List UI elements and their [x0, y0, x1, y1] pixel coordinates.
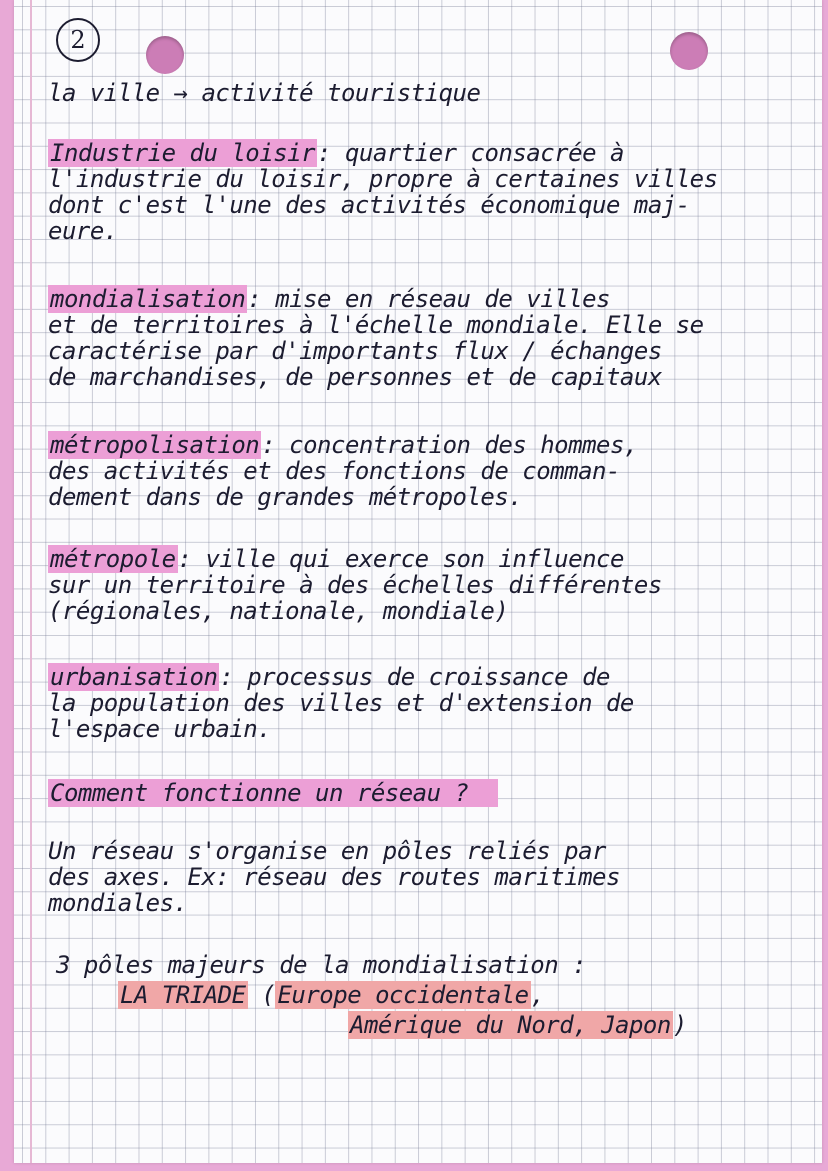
triade-intro: 3 pôles majeurs de la mondialisation :: [56, 951, 587, 979]
definition-industrie: [48, 140, 624, 166]
definition-line: (régionales, nationale, mondiale): [48, 597, 509, 625]
definition-metropole: [48, 546, 624, 572]
definition-line: l'espace urbain.: [48, 715, 272, 743]
triade-line-2: [348, 1012, 687, 1038]
definition-line: dont c'est l'une des activités économique maj-: [48, 191, 690, 219]
definition-mondialisation: [48, 286, 610, 312]
term-highlight: métropole: [50, 545, 176, 573]
amerique-japon-highlight: Amérique du Nord, Japon: [350, 1011, 671, 1039]
margin-line: [30, 0, 32, 1163]
arrow-icon: →: [173, 79, 188, 107]
definition-line: : processus de croissance de: [219, 663, 610, 691]
definition-line: de marchandises, de personnes et de capitaux: [48, 363, 662, 391]
question: [48, 780, 498, 806]
term-highlight: métropolisation: [50, 431, 260, 459]
definition-line: l'industrie du loisir, propre à certaines villes: [48, 165, 718, 193]
definition-line: des activités et des fonctions de comman-: [48, 457, 620, 485]
punch-hole-left: [146, 36, 184, 74]
definition-line: sur un territoire à des échelles différentes: [48, 571, 662, 599]
definition-line: la population des villes et d'extension de: [48, 689, 634, 717]
definition-line: : quartier consacrée à: [317, 139, 624, 167]
answer-line: Un réseau s'organise en pôles reliés par: [48, 837, 606, 865]
definition-urbanisation: [48, 664, 610, 690]
answer-line: des axes. Ex: réseau des routes maritimes: [48, 863, 620, 891]
definition-line: caractérise par d'importants flux / échanges: [48, 337, 662, 365]
notebook-page: [14, 0, 822, 1163]
definition-metropolisation: [48, 432, 638, 458]
triade-label: LA TRIADE: [120, 981, 246, 1009]
comma: ,: [530, 981, 545, 1009]
page-number: 2: [56, 18, 100, 62]
question-highlight: Comment fonctionne un réseau ?: [48, 779, 498, 807]
definition-line: dement dans de grandes métropoles.: [48, 483, 523, 511]
europe-highlight: Europe occidentale: [277, 981, 529, 1009]
paren-close: ): [672, 1011, 687, 1039]
term-highlight: Industrie du loisir: [50, 139, 316, 167]
triade-line: [118, 982, 545, 1008]
definition-line: : ville qui exerce son influence: [177, 545, 624, 573]
definition-line: et de territoires à l'échelle mondiale. Elle se: [48, 311, 704, 339]
definition-line: eure.: [48, 217, 118, 245]
definition-line: : concentration des hommes,: [261, 431, 638, 459]
punch-hole-right: [670, 32, 708, 70]
definition-line: : mise en réseau de villes: [247, 285, 610, 313]
paren-open: (: [261, 981, 276, 1009]
term-highlight: mondialisation: [50, 285, 246, 313]
title-subject: la ville: [48, 79, 160, 107]
term-highlight: urbanisation: [50, 663, 218, 691]
page-title: [48, 80, 480, 106]
answer-line: mondiales.: [48, 889, 188, 917]
title-rest: activité touristique: [201, 79, 481, 107]
